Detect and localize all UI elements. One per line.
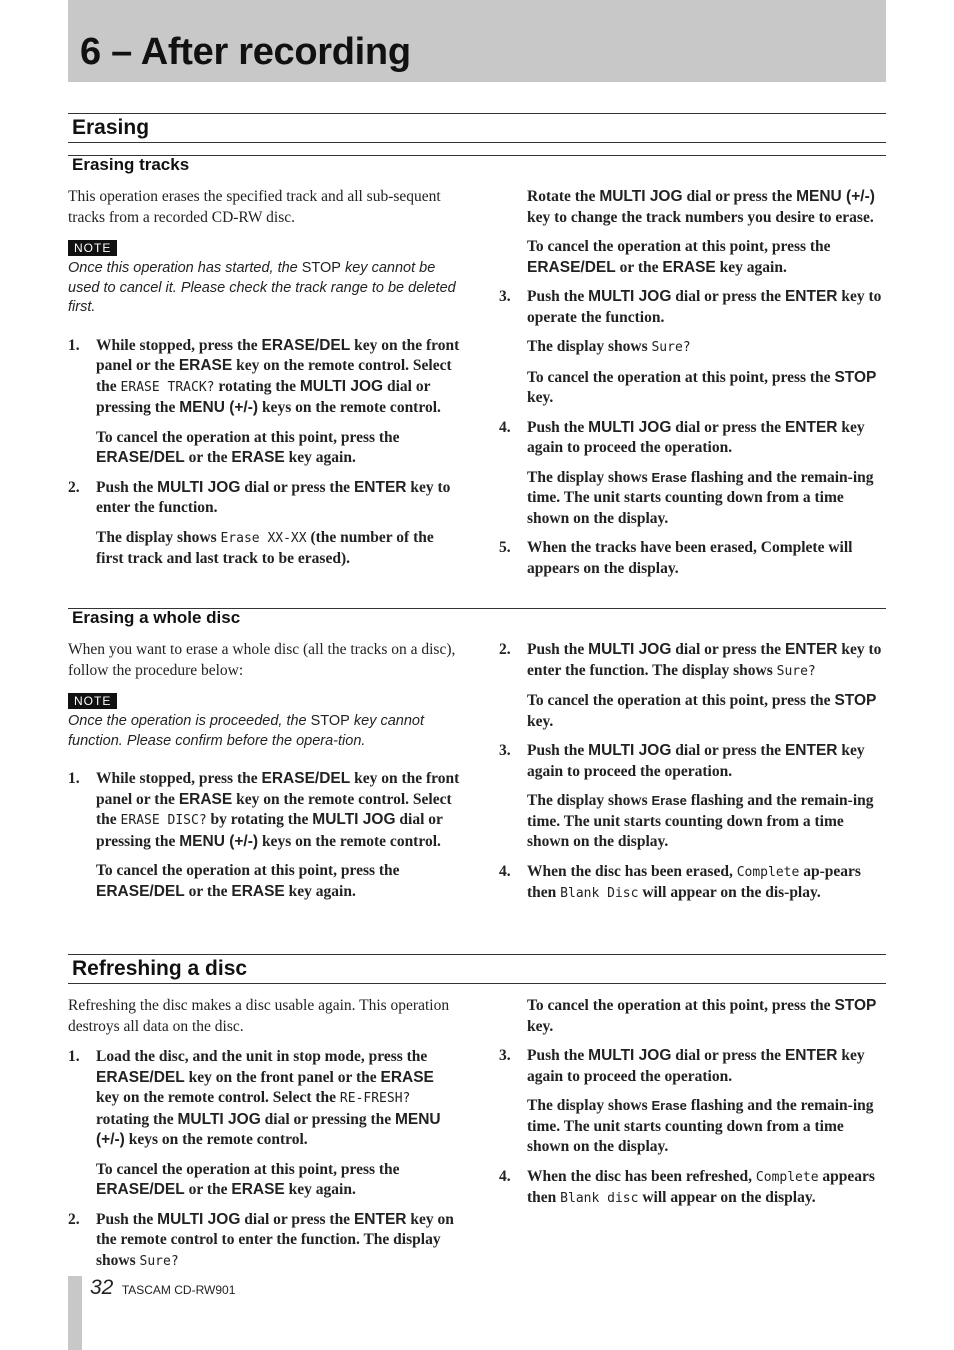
step-note: To cancel the operation at this point, press the STOP key.	[527, 997, 877, 1035]
step-note: The display shows Erase flashing and the remain-ing time. The unit starts counting down from a time shown on the display.	[527, 1097, 874, 1155]
page-number: 32	[90, 1276, 114, 1299]
step-text: While stopped, press the ERASE/DEL key on the front panel or the ERASE key on the remote control. Select the ERASE DISC? by rotating the MULTI JOG dial or pressing the MENU (+/-) keys on the remote control.	[96, 770, 460, 850]
erasing-tracks-left-column	[68, 187, 460, 579]
step-4: 4. Push the MULTI JOG dial or press the ENTER key again to proceed the operation.	[499, 418, 887, 459]
subsection-title-erasing-tracks: Erasing tracks	[72, 155, 190, 174]
step-text: Push the MULTI JOG dial or press the ENTER key on the remote control to enter the function. The display shows Sure?	[96, 1210, 454, 1269]
erasing-tracks-right-column	[499, 187, 887, 588]
erasing-disc-left-column	[68, 640, 460, 911]
subsection-title-erasing-disc: Erasing a whole disc	[72, 608, 241, 627]
step-1: 1. Load the disc, and the unit in stop mode, press the ERASE/DEL key on the front panel or the ERASE key on the remote control. Select the RE-FRESH? rotating the MULTI JOG dial or pressing the MENU (+/-) keys on the remote control.	[68, 1047, 460, 1151]
step-text: While stopped, press the ERASE/DEL key on the front panel or the ERASE key on the remote control. Select the ERASE TRACK? rotating the MULTI JOG dial or pressing the MENU (+/-) keys on the remote control.	[96, 336, 460, 416]
step-text: When the tracks have been erased, Complete will appears on the display.	[527, 539, 853, 577]
step-note: To cancel the operation at this point, press the STOP key.	[527, 692, 877, 730]
section-refreshing	[68, 954, 886, 984]
intro-text: When you want to erase a whole disc (all the tracks on a disc), follow the procedure below:	[68, 641, 456, 679]
note-text: Once this operation has started, the STOP key cannot be used to cancel it. Please check the track range to be deleted first.	[68, 260, 456, 315]
step-text: Load the disc, and the unit in stop mode, press the ERASE/DEL key on the front panel or the ERASE key on the remote control. Select the RE-FRESH? rotating the MULTI JOG dial or pressing the MENU (+/-) keys on the remote control.	[96, 1048, 441, 1148]
step-note: To cancel the operation at this point, press the ERASE/DEL or the ERASE key again.	[527, 238, 831, 276]
step-text: Push the MULTI JOG dial or press the ENTER key to operate the function.	[527, 288, 882, 326]
step-note: The display shows Sure?	[527, 338, 691, 355]
step-note: The display shows Erase flashing and the remain-ing time. The unit starts counting down from a time shown on the display.	[527, 792, 874, 850]
page-footer	[90, 1276, 235, 1300]
note-label: NOTE	[68, 240, 117, 256]
step-text: Push the MULTI JOG dial or press the ENTER key to enter the function.	[96, 478, 451, 516]
step-2: 2. Push the MULTI JOG dial or press the ENTER key to enter the function.	[68, 478, 460, 519]
step-3: 3. Push the MULTI JOG dial or press the ENTER key to operate the function.	[499, 287, 887, 328]
section-title-refreshing: Refreshing a disc	[72, 957, 248, 980]
step-3: 3. Push the MULTI JOG dial or press the ENTER key again to proceed the operation.	[499, 741, 887, 782]
refresh-left-column	[68, 996, 460, 1281]
refresh-right-column	[499, 996, 887, 1219]
intro-text: Refreshing the disc makes a disc usable again. This operation destroys all data on the disc.	[68, 997, 450, 1035]
section-title-erasing: Erasing	[72, 116, 150, 139]
step-text: When the disc has been refreshed, Complete appears then Blank disc will appear on the display.	[527, 1167, 875, 1206]
step-note: To cancel the operation at this point, press the ERASE/DEL or the ERASE key again.	[96, 1160, 400, 1198]
erasing-disc-right-column	[499, 640, 887, 914]
note-label: NOTE	[68, 693, 117, 709]
footer-bar	[68, 1276, 82, 1350]
divider	[68, 155, 886, 156]
step-text: Push the MULTI JOG dial or press the ENTER key again to proceed the operation.	[527, 1047, 865, 1085]
note-text: Once the operation is proceeded, the STOP key cannot function. Please confirm before the opera-tion.	[68, 713, 425, 749]
step-note: Rotate the MULTI JOG dial or press the MENU (+/-) key to change the track numbers you desire to erase.	[527, 188, 875, 226]
step-note: To cancel the operation at this point, press the ERASE/DEL or the ERASE key again.	[96, 428, 400, 466]
step-2: 2. Push the MULTI JOG dial or press the ENTER key on the remote control to enter the function. The display shows Sure?	[68, 1210, 460, 1273]
step-note: To cancel the operation at this point, press the ERASE/DEL or the ERASE key again.	[96, 862, 400, 900]
step-text: When the disc has been erased, Complete ap-pears then Blank Disc will appear on the dis-play.	[527, 862, 861, 901]
section-erasing	[68, 113, 886, 143]
step-text: Push the MULTI JOG dial or press the ENTER key to enter the function. The display shows Sure?	[527, 641, 882, 679]
step-note: To cancel the operation at this point, press the STOP key.	[527, 368, 877, 406]
chapter-header	[68, 0, 886, 82]
step-3: 3. Push the MULTI JOG dial or press the ENTER key again to proceed the operation.	[499, 1046, 887, 1087]
step-2: 2. Push the MULTI JOG dial or press the ENTER key to enter the function. The display shows Sure?	[499, 640, 887, 682]
step-note: The display shows Erase XX-XX (the number of the first track and last track to be erased).	[96, 528, 434, 567]
chapter-title: 6 – After recording	[80, 31, 411, 73]
step-4: 4. When the disc has been refreshed, Complete appears then Blank disc will appear on the display.	[499, 1167, 887, 1210]
step-text: Push the MULTI JOG dial or press the ENTER key again to proceed the operation.	[527, 742, 865, 780]
step-4: 4. When the disc has been erased, Complete ap-pears then Blank Disc will appear on the dis-play.	[499, 862, 887, 905]
step-1: 1. While stopped, press the ERASE/DEL key on the front panel or the ERASE key on the remote control. Select the ERASE TRACK? rotating the MULTI JOG dial or pressing the MENU (+/-) keys on the remote control.	[68, 336, 460, 419]
footer-brand: TASCAM CD-RW901	[121, 1283, 236, 1297]
step-note: The display shows Erase flashing and the remain-ing time. The unit starts counting down from a time shown on the display.	[527, 468, 874, 527]
intro-text: This operation erases the specified track and all sub-sequent tracks from a recorded CD-RW disc.	[68, 188, 441, 226]
step-text: Push the MULTI JOG dial or press the ENTER key again to proceed the operation.	[527, 418, 865, 456]
step-5: 5. When the tracks have been erased, Complete will appears on the display.	[499, 538, 887, 579]
step-1: 1. While stopped, press the ERASE/DEL key on the front panel or the ERASE key on the remote control. Select the ERASE DISC? by rotating the MULTI JOG dial or pressing the MENU (+/-) keys on the remote control.	[68, 769, 460, 852]
